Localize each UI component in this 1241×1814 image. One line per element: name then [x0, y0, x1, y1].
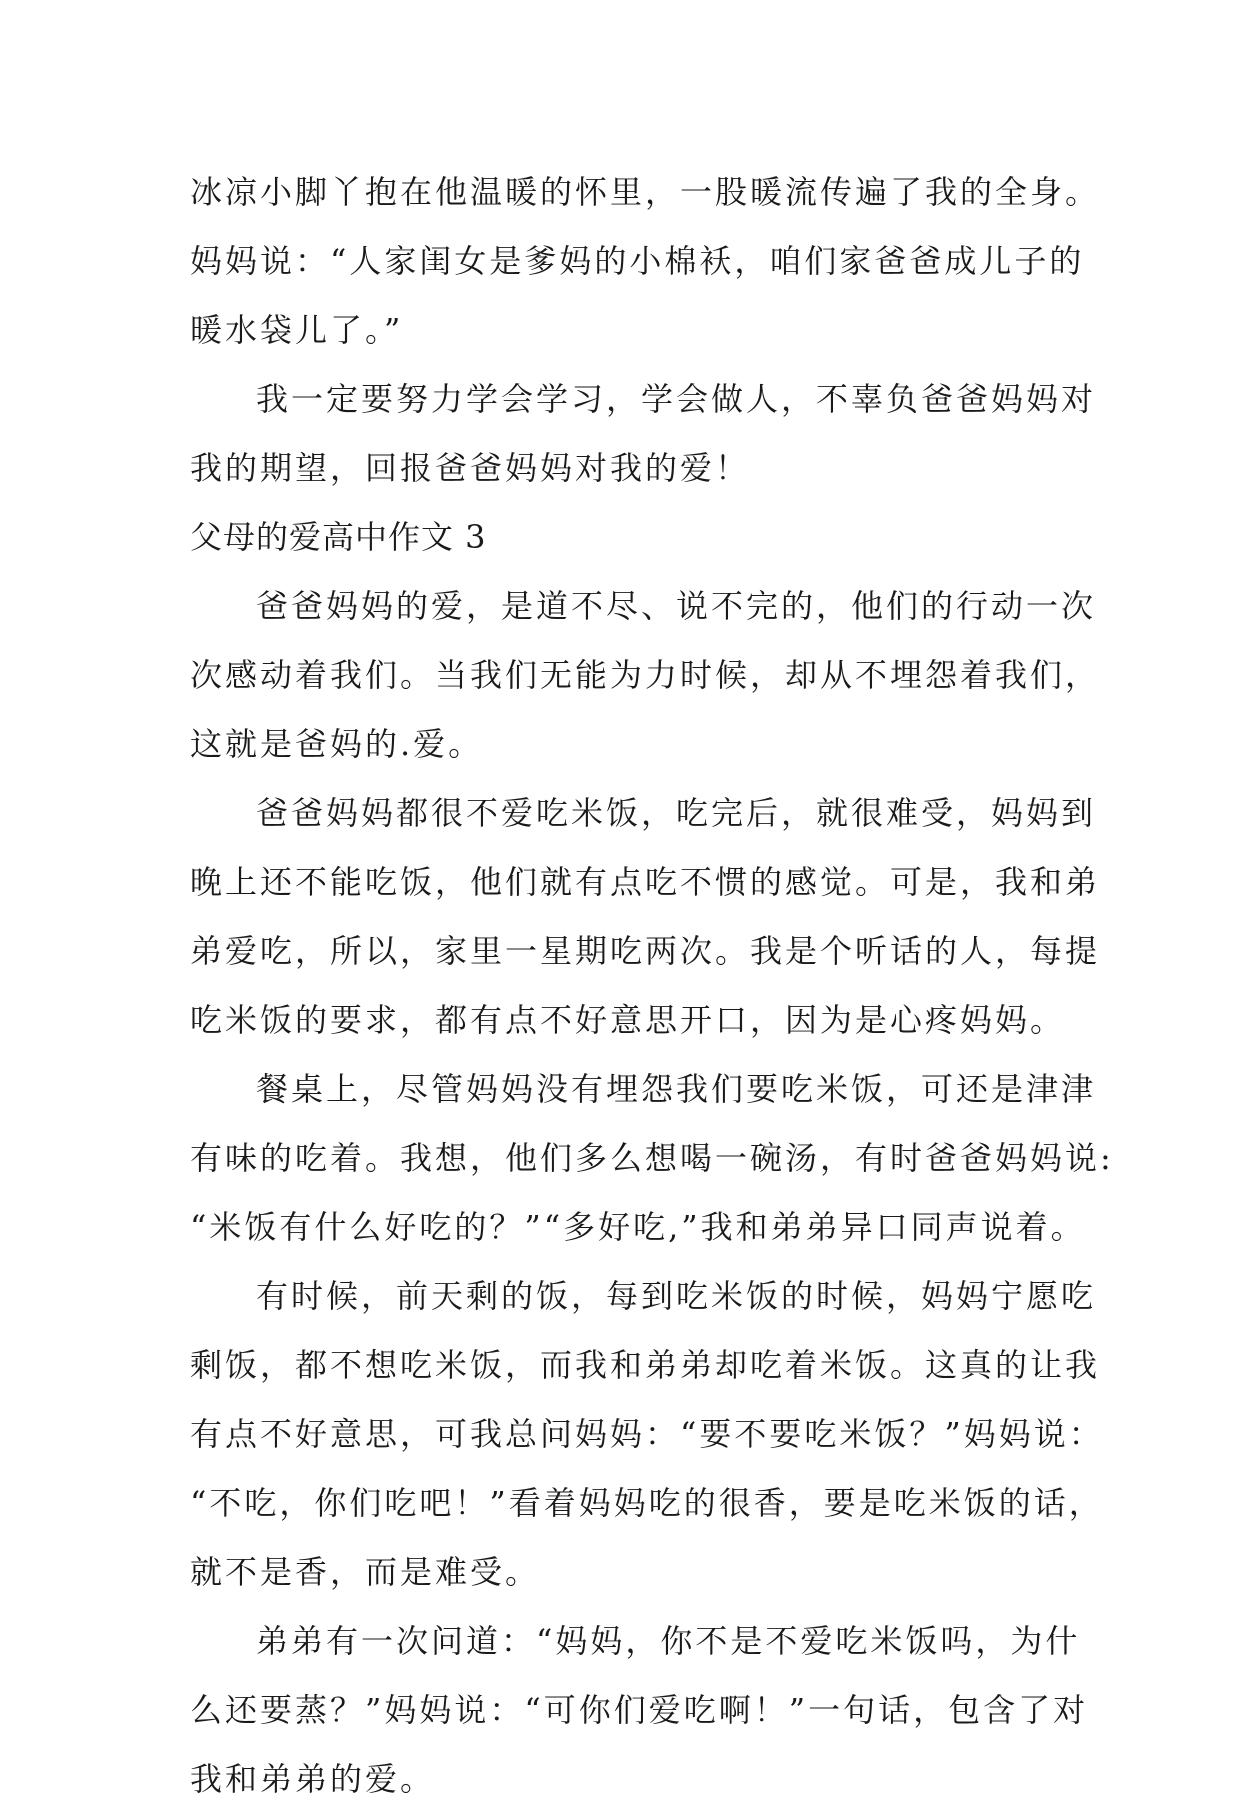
- text-line: 有味的吃着。我想，他们多么想喝一碗汤，有时爸爸妈妈说:: [190, 1139, 1114, 1177]
- document-page: [190, 158, 1114, 1814]
- text-line: 弟爱吃，所以，家里一星期吃两次。我是个听话的人，每提: [190, 932, 1101, 970]
- text-line: 就不是香，而是难受。: [190, 1553, 541, 1591]
- paragraph-start: 弟弟有一次问道：“妈妈，你不是不爱吃米饭吗，为什: [256, 1622, 1081, 1660]
- text-line: 暖水袋儿了。”: [190, 311, 404, 349]
- text-line: “不吃，你们吃吧！”看着妈妈吃的很香，要是吃米饭的话，: [190, 1484, 1104, 1522]
- section-heading: 父母的爱高中作文 3: [190, 518, 487, 556]
- text-line: “米饭有什么好吃的？”“多好吃,”我和弟弟异口同声说着。: [190, 1208, 1086, 1246]
- text-line: 我的期望，回报爸爸妈妈对我的爱！: [190, 449, 751, 487]
- paragraph-start: 有时候，前天剩的饭，每到吃米饭的时候，妈妈宁愿吃: [256, 1277, 1097, 1315]
- text-line: 晚上还不能吃饭，他们就有点吃不惯的感觉。可是，我和弟: [190, 863, 1101, 901]
- paragraph-start: 餐桌上，尽管妈妈没有埋怨我们要吃米饭，可还是津津: [256, 1070, 1097, 1108]
- text-line: 妈妈说：“人家闺女是爹妈的小棉袄，咱们家爸爸成儿子的: [190, 242, 1085, 280]
- text-line: 有点不好意思，可我总问妈妈：“要不要吃米饭？”妈妈说：: [190, 1415, 1104, 1453]
- paragraph-start: 爸爸妈妈都很不爱吃米饭，吃完后，就很难受，妈妈到: [256, 794, 1097, 832]
- paragraph-start: 爸爸妈妈的爱，是道不尽、说不完的，他们的行动一次: [256, 587, 1097, 625]
- text-line: 剩饭，都不想吃米饭，而我和弟弟却吃着米饭。这真的让我: [190, 1346, 1101, 1384]
- text-line: 吃米饭的要求，都有点不好意思开口，因为是心疼妈妈。: [190, 1001, 1066, 1039]
- text-line: 这就是爸妈的.爱。: [190, 725, 484, 763]
- paragraph-start: 我一定要努力学会学习，学会做人，不辜负爸爸妈妈对: [256, 380, 1097, 418]
- text-line: 么还要蒸？”妈妈说：“可你们爱吃啊！”一句话，包含了对: [190, 1691, 1089, 1729]
- text-line: 我和弟弟的爱。: [190, 1760, 436, 1798]
- text-line: 次感动着我们。当我们无能为力时候，却从不埋怨着我们，: [190, 656, 1101, 694]
- text-line: 冰凉小脚丫抱在他温暖的怀里，一股暖流传遍了我的全身。: [190, 173, 1101, 211]
